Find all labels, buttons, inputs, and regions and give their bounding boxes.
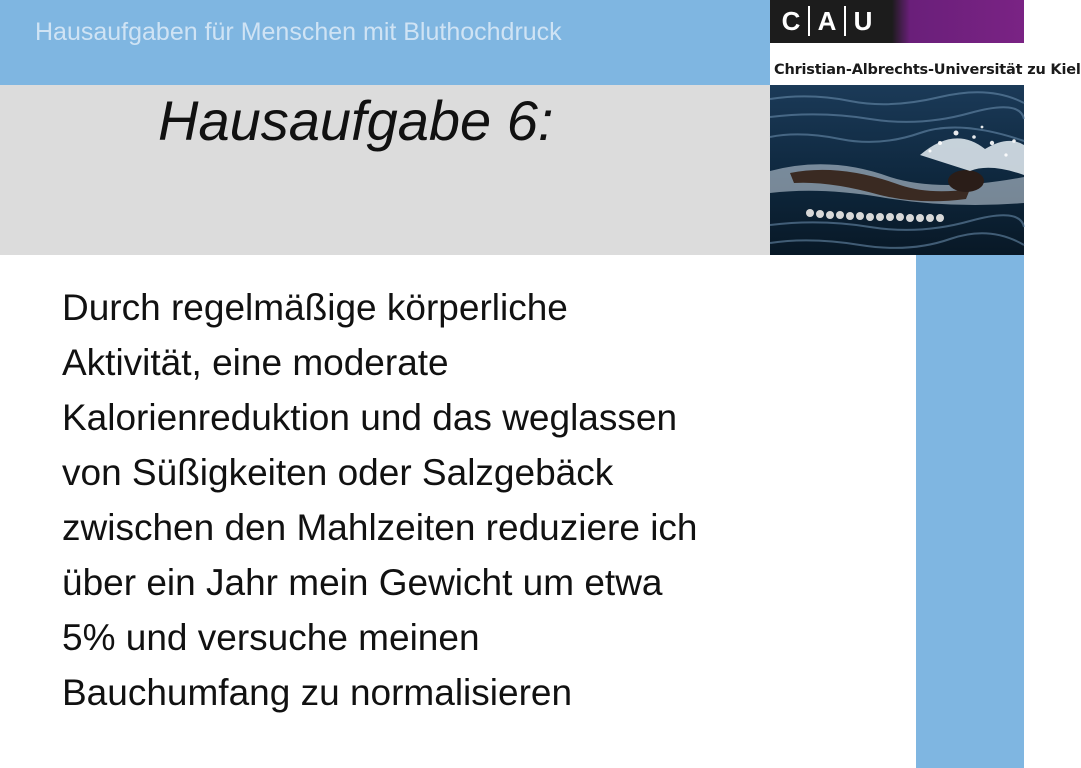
body-line: über ein Jahr mein Gewicht um etwa: [62, 562, 663, 603]
logo-separator: [808, 6, 810, 36]
body-line: Bauchumfang zu normalisieren: [62, 672, 573, 713]
right-accent-strip: [916, 255, 1024, 768]
slide-subtitle: Hausaufgaben für Menschen mit Bluthochdruck: [35, 18, 562, 46]
body-line: Durch regelmäßige körperliche: [62, 287, 568, 328]
swimmer-photo-image: [770, 85, 1024, 255]
logo-letter-c: C: [781, 5, 801, 36]
university-name: Christian-Albrechts-Universität zu Kiel: [774, 62, 1081, 78]
body-line: zwischen den Mahlzeiten reduziere ich: [62, 507, 698, 548]
body-line: Aktivität, eine moderate: [62, 342, 449, 383]
logo-separator: [844, 6, 846, 36]
header-band: [0, 0, 770, 85]
body-line: Kalorienreduktion und das weglassen: [62, 397, 678, 438]
logo-letters: [780, 4, 874, 38]
logo-letter-a: A: [817, 5, 837, 36]
university-logo: [770, 0, 1081, 85]
swimmer-photo: [770, 85, 1024, 255]
slide-body: [62, 280, 882, 720]
body-line: von Süßigkeiten oder Salzgebäck: [62, 452, 614, 493]
logo-bar: [770, 0, 1024, 43]
slide-title: Hausaufgabe 6:: [158, 89, 554, 152]
body-line: 5% und versuche meinen: [62, 617, 480, 658]
logo-letter-u: U: [853, 5, 873, 36]
